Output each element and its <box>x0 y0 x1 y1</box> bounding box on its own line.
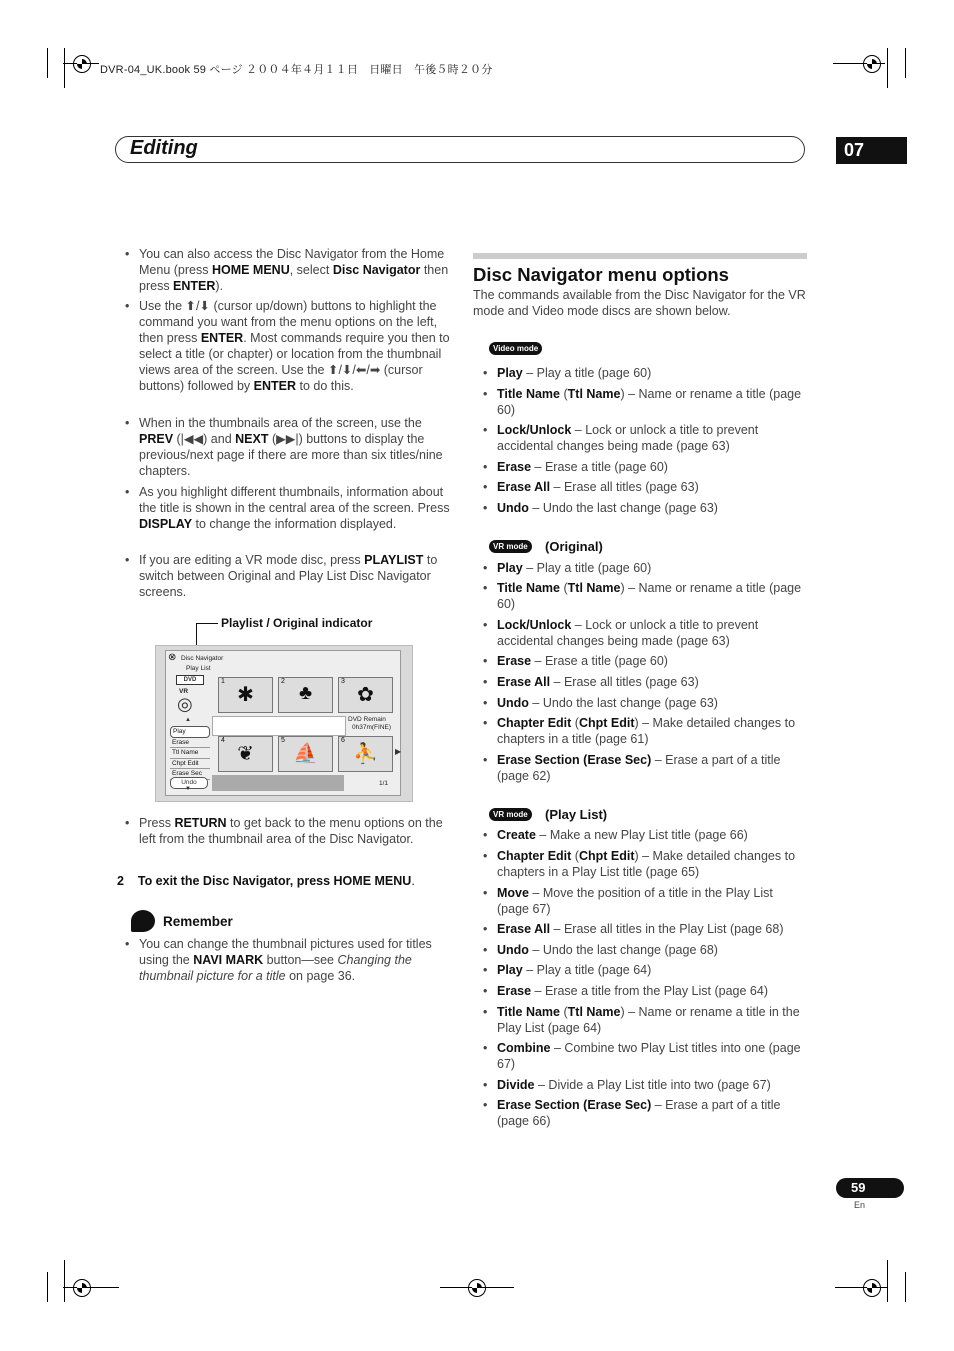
list-item: • Play – Play a title (page 60) <box>483 366 652 380</box>
list-item: • Play – Play a title (page 60) <box>483 561 652 575</box>
list-item: • Title Name (Ttl Name) – Name or rename a title (page 60) <box>483 581 802 611</box>
list-item: • If you are editing a VR mode disc, press PLAYLIST to switch between Original and Play List Disc Navigator screens. <box>125 553 438 599</box>
flower-icon: ✿ <box>357 684 374 706</box>
menu-item-erase[interactable]: Erase <box>170 738 210 749</box>
remain-label: DVD Remain <box>348 716 386 723</box>
original-heading: (Original) <box>545 539 603 554</box>
page-indicator: 1/1 <box>379 780 389 787</box>
menu-item-erase-sec[interactable]: Erase Sec <box>170 769 210 780</box>
list-item: • Undo – Undo the last change (page 63) <box>483 696 718 710</box>
crop-mark <box>887 1260 888 1302</box>
next-page-icon[interactable]: ▶ <box>395 747 402 756</box>
list-item: • Erase – Erase a title from the Play List (page 64) <box>483 984 768 998</box>
list-item: • Undo – Undo the last change (page 63) <box>483 501 718 515</box>
windsurf-icon: ⛵ <box>293 743 318 765</box>
thumbnail[interactable]: 2 ♣ <box>278 677 333 713</box>
language-code: En <box>854 1200 866 1210</box>
chapter-number: 07 <box>836 137 907 164</box>
crop-mark <box>905 1272 906 1302</box>
list-item: • Erase – Erase a title (page 60) <box>483 654 668 668</box>
page-title: Editing <box>130 137 198 159</box>
print-header: DVR-04_UK.book 59 ページ ２００４年４月１１日 日曜日 午後５時２０分 <box>100 64 493 76</box>
list-item: • Title Name (Ttl Name) – Name or rename a title in the Play List (page 64) <box>483 1005 800 1035</box>
screen-menu <box>170 726 210 780</box>
remember-title: Remember <box>163 914 233 929</box>
thumbnail[interactable]: 4 ❦ <box>218 736 273 772</box>
dvd-logo: DVD <box>176 675 204 685</box>
registration-mark-icon <box>863 55 881 73</box>
vr-indicator: VR <box>179 688 189 695</box>
thumbnail[interactable]: 6 ⛹ <box>338 736 393 772</box>
crop-mark <box>47 48 48 78</box>
scroll-down-icon: ▼ <box>185 786 191 792</box>
list-item: • Move – Move the position of a title in the Play List (page 67) <box>483 886 773 916</box>
menu-item-undo[interactable]: Undo <box>170 777 208 789</box>
vr-mode-badge: VR mode <box>489 808 532 821</box>
list-item: • Erase – Erase a title (page 60) <box>483 460 668 474</box>
header-bar <box>115 136 805 163</box>
playlist-heading: (Play List) <box>545 807 608 822</box>
video-mode-badge: Video mode <box>489 342 542 355</box>
skater-icon: ⛹ <box>353 743 378 765</box>
list-item: • Play – Play a title (page 64) <box>483 963 652 977</box>
list-item: • Erase Section (Erase Sec) – Erase a part of a title (page 62) <box>483 753 781 783</box>
crop-mark <box>887 48 888 88</box>
status-bar <box>212 775 344 791</box>
scroll-up-icon: ▲ <box>185 717 191 723</box>
thumbnail[interactable]: 1 ✱ <box>218 677 273 713</box>
list-item: • You can also access the Disc Navigator from the Home Menu (press HOME MENU, select Disc Navigator then press ENTER). <box>125 247 449 293</box>
list-item: • Chapter Edit (Chpt Edit) – Make detailed changes to chapters in a title (page 61) <box>483 716 796 746</box>
info-area <box>212 716 346 736</box>
registration-mark-icon <box>863 1279 881 1297</box>
tree-icon: ♣ <box>298 682 313 704</box>
list-item: • Combine – Combine two Play List titles into one (page 67) <box>483 1041 801 1071</box>
crop-mark <box>64 48 65 88</box>
list-item: • Erase All – Erase all titles (page 63) <box>483 675 699 689</box>
thumbnail[interactable]: 5 ⛵ <box>278 736 333 772</box>
callout-label: Playlist / Original indicator <box>221 616 373 630</box>
bird-icon: ❦ <box>237 743 254 765</box>
crop-mark <box>64 1260 65 1302</box>
menu-item-chpt-edit[interactable]: Chpt Edit <box>170 759 210 770</box>
screen-subtitle: Play List <box>186 665 211 672</box>
list-item: • As you highlight different thumbnails, information about the title is shown in the central area of the screen. Press DISPLAY to change the information displayed. <box>125 485 450 531</box>
screen-title: Disc Navigator <box>181 655 224 662</box>
list-item: • Use the ⬆/⬇ (cursor up/down) buttons to highlight the command you want from the menu options on the left, then press ENTER. Most commands require you then to select a title (or chapter) or location from the thumbnail views area of the screen. Use the ⬆/⬇/⬅/➡ (cursor buttons) followed by ENTER to do this. <box>125 299 450 393</box>
vr-mode-badge: VR mode <box>489 540 532 553</box>
list-item: • Lock/Unlock – Lock or unlock a title to prevent accidental changes being made (page 63) <box>483 618 759 648</box>
list-item: • Erase All – Erase all titles (page 63) <box>483 480 699 494</box>
leaf-icon: ✱ <box>237 684 254 706</box>
list-item: • Chapter Edit (Chpt Edit) – Make detailed changes to chapters in a Play List title (page 65) <box>483 849 796 879</box>
menu-item-play[interactable]: Play <box>170 726 210 738</box>
list-item: • Erase Section (Erase Sec) – Erase a part of a title (page 66) <box>483 1098 781 1128</box>
crop-mark <box>47 1272 48 1302</box>
list-item: • Create – Make a new Play List title (page 66) <box>483 828 748 842</box>
list-item: • Undo – Undo the last change (page 68) <box>483 943 718 957</box>
list-item: • Lock/Unlock – Lock or unlock a title to prevent accidental changes being made (page 63) <box>483 423 759 453</box>
remain-value: 0h37m(FINE) <box>352 724 392 731</box>
list-item: • Press RETURN to get back to the menu options on the left from the thumbnail area of the Disc Navigator. <box>125 816 443 846</box>
crop-mark <box>905 48 906 78</box>
page-number: 59 <box>836 1178 904 1198</box>
thumbnail[interactable]: 3 ✿ <box>338 677 393 713</box>
section-intro: The commands available from the Disc Navigator for the VR mode and Video mode discs are shown below. <box>473 288 806 318</box>
list-item: • When in the thumbnails area of the screen, use the PREV (|◀◀) and NEXT (▶▶|) buttons to display the previous/next page if there are more than six titles/nine chapters. <box>125 416 443 478</box>
remember-icon <box>131 910 155 932</box>
registration-mark-icon <box>468 1279 486 1297</box>
disc-icon: ⊗ <box>168 652 177 663</box>
registration-mark-icon <box>73 55 91 73</box>
section-rule <box>473 253 807 259</box>
registration-line <box>63 1287 119 1288</box>
menu-item-ttl-name[interactable]: Ttl Name <box>170 748 210 759</box>
callout-line <box>196 623 218 624</box>
list-item: • Divide – Divide a Play List title into two (page 67) <box>483 1078 771 1092</box>
section-title: Disc Navigator menu options <box>473 264 729 285</box>
step-2: 2 To exit the Disc Navigator, press HOME MENU. <box>117 874 415 888</box>
registration-mark-icon <box>73 1279 91 1297</box>
list-item: • Title Name (Ttl Name) – Name or rename a title (page 60) <box>483 387 802 417</box>
list-item: • Erase All – Erase all titles in the Play List (page 68) <box>483 922 784 936</box>
disc-graphic-icon: ◎ <box>177 694 193 714</box>
remember-note: • You can change the thumbnail pictures used for titles using the NAVI MARK button—see Changing the thumbnail picture for a title on page 36. <box>125 937 432 983</box>
